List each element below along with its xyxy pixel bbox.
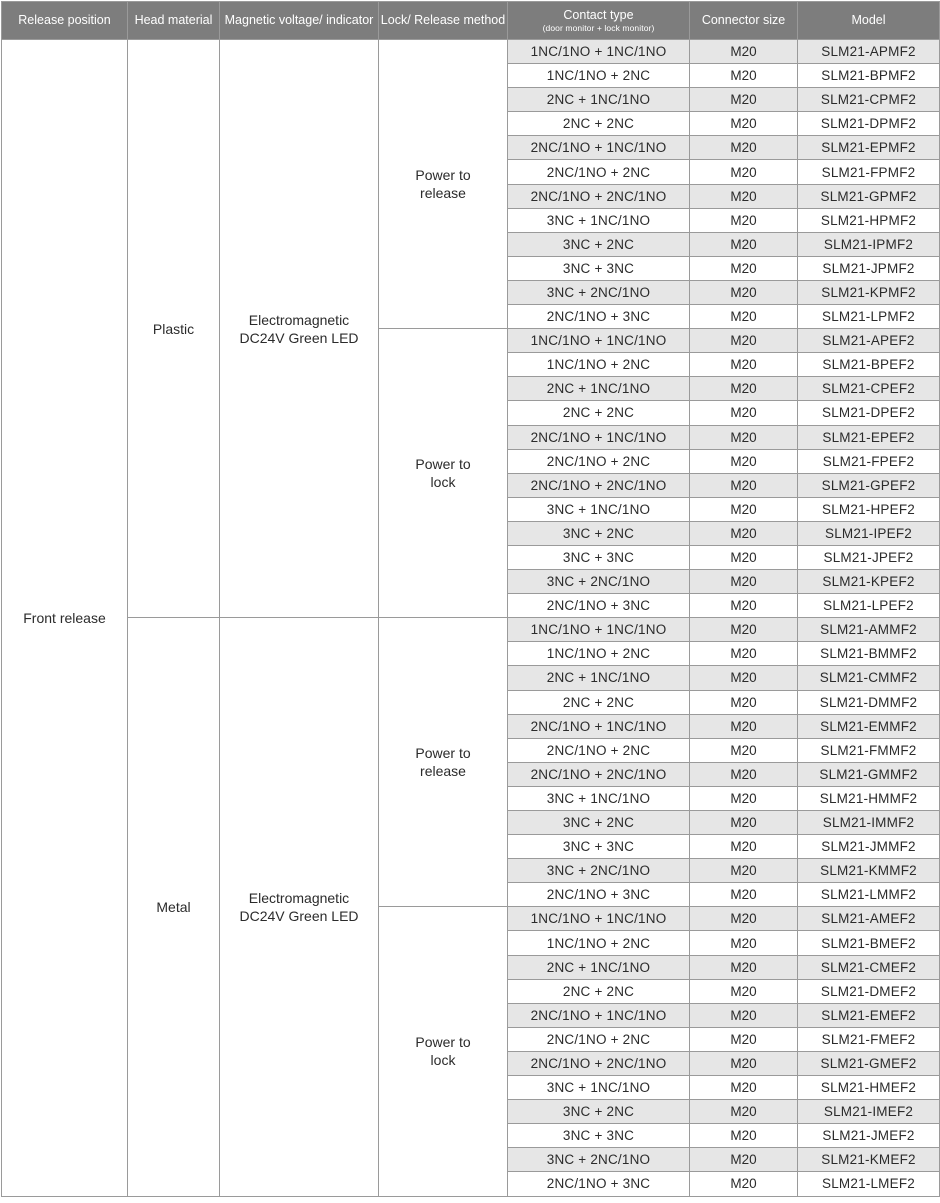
cell-model: SLM21-EPEF2 [798, 425, 940, 449]
cell-model: SLM21-DPMF2 [798, 112, 940, 136]
cell-release-position: Front release [2, 40, 128, 1197]
cell-connector-size: M20 [690, 160, 798, 184]
cell-contact-type: 3NC + 1NC/1NO [508, 497, 690, 521]
cell-connector-size: M20 [690, 811, 798, 835]
cell-connector-size: M20 [690, 184, 798, 208]
cell-connector-size: M20 [690, 1027, 798, 1051]
cell-model: SLM21-JMEF2 [798, 1124, 940, 1148]
cell-contact-type: 1NC/1NO + 1NC/1NO [508, 40, 690, 64]
cell-model: SLM21-KMEF2 [798, 1148, 940, 1172]
cell-model: SLM21-GMEF2 [798, 1051, 940, 1075]
cell-contact-type: 1NC/1NO + 2NC [508, 353, 690, 377]
header-release-position: Release position [2, 2, 128, 40]
cell-contact-type: 1NC/1NO + 2NC [508, 64, 690, 88]
cell-connector-size: M20 [690, 1051, 798, 1075]
cell-contact-type: 3NC + 1NC/1NO [508, 1076, 690, 1100]
cell-connector-size: M20 [690, 570, 798, 594]
cell-connector-size: M20 [690, 280, 798, 304]
cell-model: SLM21-HMMF2 [798, 786, 940, 810]
cell-connector-size: M20 [690, 136, 798, 160]
cell-connector-size: M20 [690, 232, 798, 256]
cell-connector-size: M20 [690, 714, 798, 738]
cell-contact-type: 3NC + 3NC [508, 835, 690, 859]
cell-model: SLM21-HPMF2 [798, 208, 940, 232]
cell-model: SLM21-LPEF2 [798, 594, 940, 618]
cell-contact-type: 3NC + 2NC [508, 811, 690, 835]
cell-model: SLM21-BPEF2 [798, 353, 940, 377]
cell-connector-size: M20 [690, 1003, 798, 1027]
cell-connector-size: M20 [690, 931, 798, 955]
cell-contact-type: 2NC/1NO + 1NC/1NO [508, 136, 690, 160]
cell-model: SLM21-DMEF2 [798, 979, 940, 1003]
header-voltage: Magnetic voltage/ indicator [220, 2, 379, 40]
cell-voltage-indicator: Electromagnetic DC24V Green LED [220, 40, 379, 618]
cell-model: SLM21-GPMF2 [798, 184, 940, 208]
cell-lock-release-method: Power to release [379, 40, 508, 329]
cell-contact-type: 3NC + 3NC [508, 545, 690, 569]
cell-connector-size: M20 [690, 112, 798, 136]
cell-contact-type: 3NC + 1NC/1NO [508, 208, 690, 232]
cell-contact-type: 2NC/1NO + 3NC [508, 594, 690, 618]
cell-connector-size: M20 [690, 449, 798, 473]
cell-contact-type: 3NC + 2NC [508, 232, 690, 256]
cell-model: SLM21-BMMF2 [798, 642, 940, 666]
cell-connector-size: M20 [690, 256, 798, 280]
cell-contact-type: 1NC/1NO + 2NC [508, 931, 690, 955]
cell-contact-type: 3NC + 1NC/1NO [508, 786, 690, 810]
cell-connector-size: M20 [690, 1076, 798, 1100]
cell-lock-release-method: Power to lock [379, 329, 508, 618]
cell-model: SLM21-LPMF2 [798, 305, 940, 329]
cell-connector-size: M20 [690, 618, 798, 642]
header-contact-type [508, 2, 690, 40]
cell-contact-type: 2NC + 1NC/1NO [508, 377, 690, 401]
cell-model: SLM21-APMF2 [798, 40, 940, 64]
cell-contact-type: 2NC/1NO + 1NC/1NO [508, 1003, 690, 1027]
cell-contact-type: 2NC + 2NC [508, 401, 690, 425]
cell-model: SLM21-KMMF2 [798, 859, 940, 883]
cell-connector-size: M20 [690, 762, 798, 786]
cell-contact-type: 1NC/1NO + 1NC/1NO [508, 618, 690, 642]
cell-model: SLM21-DMMF2 [798, 690, 940, 714]
cell-contact-type: 3NC + 2NC/1NO [508, 570, 690, 594]
cell-model: SLM21-BPMF2 [798, 64, 940, 88]
cell-contact-type: 3NC + 3NC [508, 256, 690, 280]
cell-model: SLM21-CMMF2 [798, 666, 940, 690]
cell-model: SLM21-IPMF2 [798, 232, 940, 256]
cell-contact-type: 2NC/1NO + 2NC/1NO [508, 1051, 690, 1075]
cell-contact-type: 2NC + 1NC/1NO [508, 666, 690, 690]
cell-head-material: Metal [128, 618, 220, 1196]
cell-model: SLM21-IMEF2 [798, 1100, 940, 1124]
cell-contact-type: 2NC + 2NC [508, 690, 690, 714]
cell-model: SLM21-EMMF2 [798, 714, 940, 738]
cell-model: SLM21-LMEF2 [798, 1172, 940, 1196]
table-row [2, 40, 940, 64]
table-row [2, 618, 940, 642]
cell-contact-type: 2NC + 2NC [508, 979, 690, 1003]
cell-head-material: Plastic [128, 40, 220, 618]
cell-model: SLM21-FPMF2 [798, 160, 940, 184]
cell-model: SLM21-CPMF2 [798, 88, 940, 112]
cell-model: SLM21-DPEF2 [798, 401, 940, 425]
cell-model: SLM21-IPEF2 [798, 521, 940, 545]
cell-model: SLM21-IMMF2 [798, 811, 940, 835]
cell-connector-size: M20 [690, 353, 798, 377]
cell-model: SLM21-HMEF2 [798, 1076, 940, 1100]
cell-contact-type: 2NC/1NO + 1NC/1NO [508, 714, 690, 738]
cell-connector-size: M20 [690, 305, 798, 329]
cell-model: SLM21-GPEF2 [798, 473, 940, 497]
cell-connector-size: M20 [690, 329, 798, 353]
cell-connector-size: M20 [690, 208, 798, 232]
cell-model: SLM21-LMMF2 [798, 883, 940, 907]
cell-connector-size: M20 [690, 1148, 798, 1172]
cell-connector-size: M20 [690, 473, 798, 497]
header-model: Model [798, 2, 940, 40]
cell-connector-size: M20 [690, 521, 798, 545]
cell-model: SLM21-EPMF2 [798, 136, 940, 160]
cell-connector-size: M20 [690, 1100, 798, 1124]
cell-contact-type: 3NC + 2NC [508, 1100, 690, 1124]
cell-model: SLM21-CPEF2 [798, 377, 940, 401]
cell-connector-size: M20 [690, 907, 798, 931]
cell-model: SLM21-JPEF2 [798, 545, 940, 569]
cell-contact-type: 1NC/1NO + 2NC [508, 642, 690, 666]
cell-contact-type: 2NC/1NO + 3NC [508, 1172, 690, 1196]
cell-connector-size: M20 [690, 40, 798, 64]
cell-connector-size: M20 [690, 64, 798, 88]
cell-connector-size: M20 [690, 883, 798, 907]
header-method: Lock/ Release method [379, 2, 508, 40]
cell-contact-type: 2NC + 2NC [508, 112, 690, 136]
cell-contact-type: 2NC/1NO + 2NC/1NO [508, 473, 690, 497]
cell-model: SLM21-EMEF2 [798, 1003, 940, 1027]
header-head-material: Head material [128, 2, 220, 40]
cell-model: SLM21-GMMF2 [798, 762, 940, 786]
header-connector-size: Connector size [690, 2, 798, 40]
cell-lock-release-method: Power to lock [379, 907, 508, 1196]
cell-connector-size: M20 [690, 1172, 798, 1196]
header-contact-label: Contact type [563, 8, 634, 22]
cell-contact-type: 2NC + 1NC/1NO [508, 88, 690, 112]
cell-connector-size: M20 [690, 859, 798, 883]
cell-model: SLM21-KPMF2 [798, 280, 940, 304]
header-row [2, 2, 940, 40]
cell-contact-type: 2NC/1NO + 2NC/1NO [508, 184, 690, 208]
cell-connector-size: M20 [690, 979, 798, 1003]
cell-connector-size: M20 [690, 88, 798, 112]
table-header [2, 2, 940, 40]
cell-connector-size: M20 [690, 642, 798, 666]
cell-contact-type: 2NC/1NO + 2NC [508, 738, 690, 762]
cell-connector-size: M20 [690, 497, 798, 521]
cell-model: SLM21-JPMF2 [798, 256, 940, 280]
cell-connector-size: M20 [690, 690, 798, 714]
cell-contact-type: 2NC/1NO + 2NC [508, 1027, 690, 1051]
cell-contact-type: 3NC + 2NC [508, 521, 690, 545]
model-selection-table [1, 1, 940, 1197]
cell-contact-type: 2NC/1NO + 3NC [508, 305, 690, 329]
cell-contact-type: 2NC/1NO + 1NC/1NO [508, 425, 690, 449]
cell-connector-size: M20 [690, 1124, 798, 1148]
cell-model: SLM21-BMEF2 [798, 931, 940, 955]
cell-connector-size: M20 [690, 955, 798, 979]
cell-model: SLM21-CMEF2 [798, 955, 940, 979]
cell-model: SLM21-AMMF2 [798, 618, 940, 642]
cell-connector-size: M20 [690, 377, 798, 401]
cell-contact-type: 2NC/1NO + 2NC/1NO [508, 762, 690, 786]
cell-model: SLM21-APEF2 [798, 329, 940, 353]
cell-contact-type: 2NC/1NO + 2NC [508, 160, 690, 184]
cell-connector-size: M20 [690, 738, 798, 762]
cell-model: SLM21-KPEF2 [798, 570, 940, 594]
cell-contact-type: 2NC + 1NC/1NO [508, 955, 690, 979]
table-body [2, 40, 940, 1197]
cell-contact-type: 2NC/1NO + 3NC [508, 883, 690, 907]
cell-contact-type: 1NC/1NO + 1NC/1NO [508, 329, 690, 353]
cell-model: SLM21-JMMF2 [798, 835, 940, 859]
cell-connector-size: M20 [690, 594, 798, 618]
cell-model: SLM21-FMEF2 [798, 1027, 940, 1051]
cell-model: SLM21-FMMF2 [798, 738, 940, 762]
cell-model: SLM21-FPEF2 [798, 449, 940, 473]
cell-connector-size: M20 [690, 666, 798, 690]
cell-contact-type: 3NC + 2NC/1NO [508, 1148, 690, 1172]
cell-contact-type: 3NC + 2NC/1NO [508, 859, 690, 883]
cell-connector-size: M20 [690, 401, 798, 425]
cell-lock-release-method: Power to release [379, 618, 508, 907]
cell-model: SLM21-HPEF2 [798, 497, 940, 521]
cell-contact-type: 1NC/1NO + 1NC/1NO [508, 907, 690, 931]
cell-connector-size: M20 [690, 545, 798, 569]
cell-contact-type: 2NC/1NO + 2NC [508, 449, 690, 473]
header-contact-sub: (door monitor + lock monitor) [542, 23, 655, 33]
cell-voltage-indicator: Electromagnetic DC24V Green LED [220, 618, 379, 1196]
cell-contact-type: 3NC + 2NC/1NO [508, 280, 690, 304]
cell-model: SLM21-AMEF2 [798, 907, 940, 931]
cell-connector-size: M20 [690, 786, 798, 810]
cell-contact-type: 3NC + 3NC [508, 1124, 690, 1148]
cell-connector-size: M20 [690, 835, 798, 859]
cell-connector-size: M20 [690, 425, 798, 449]
